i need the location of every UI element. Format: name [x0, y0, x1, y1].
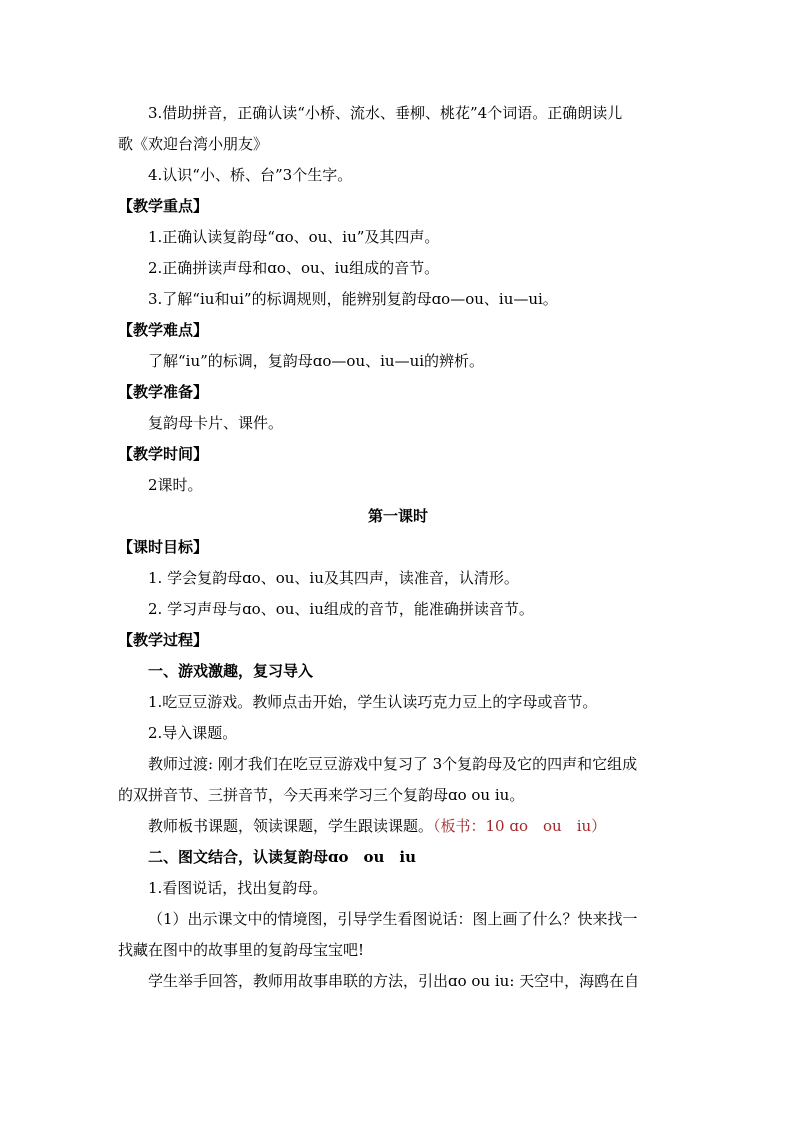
paragraph-line: 1. 学会复韵母ɑo、ou、iu及其四声，读准音，认清形。: [148, 569, 519, 587]
board-note: （板书：10 ɑo ou iu）: [433, 817, 607, 835]
subsection-heading: 二、图文结合，认读复韵母ɑo ou iu: [148, 848, 417, 866]
paragraph-line: 找藏在图中的故事里的复韵母宝宝吧!: [118, 941, 365, 959]
paragraph-line: 了解“iu”的标调，复韵母ɑo—ou、iu—ui的辨析。: [148, 352, 485, 370]
paragraph-line: 3.了解“iu和ui”的标调规则，能辨别复韵母ɑo—ou、iu—ui。: [148, 290, 558, 308]
paragraph-line: 1.吃豆豆游戏。教师点击开始，学生认读巧克力豆上的字母或音节。: [148, 693, 598, 711]
paragraph-line: 1.正确认读复韵母“ɑo、ou、iu”及其四声。: [148, 228, 440, 246]
subsection-heading: 一、游戏激趣，复习导入: [148, 662, 314, 680]
section-heading-preparation: 【教学准备】: [118, 383, 209, 401]
paragraph-line: （1）出示课文中的情境图，引导学生看图说话：图上画了什么？快来找一: [148, 910, 638, 928]
paragraph-line: 复韵母卡片、课件。: [148, 414, 284, 432]
paragraph-line: 2课时。: [148, 476, 203, 494]
paragraph-line: 教师过渡: 刚才我们在吃豆豆游戏中复习了 3个复韵母及它的四声和它组成: [148, 755, 638, 773]
paragraph-line: 1.看图说话，找出复韵母。: [148, 879, 328, 897]
document-body: [118, 98, 678, 997]
paragraph-line: 歌《欢迎台湾小朋友》: [118, 135, 269, 153]
paragraph-line: 2.正确拼读声母和ɑo、ou、iu组成的音节。: [148, 259, 440, 277]
lesson-title: 第一课时: [367, 507, 428, 525]
section-heading-difficulty: 【教学难点】: [118, 321, 209, 339]
paragraph-text: 教师板书课题，领读课题，学生跟读课题。: [148, 817, 434, 835]
section-heading-focus: 【教学重点】: [118, 197, 209, 215]
section-heading-process: 【教学过程】: [118, 631, 209, 649]
paragraph-line: 2.导入课题。: [148, 724, 238, 742]
paragraph-line: 2. 学习声母与ɑo、ou、iu组成的音节，能准确拼读音节。: [148, 600, 534, 618]
paragraph-line: 3.借助拼音，正确认读“小桥、流水、垂柳、桃花”4个词语。正确朗读儿: [148, 104, 623, 122]
section-heading-time: 【教学时间】: [118, 445, 209, 463]
section-heading-goal: 【课时目标】: [118, 538, 209, 556]
paragraph-line: 4.认识“小、桥、台”3个生字。: [148, 166, 353, 184]
paragraph-line: [118, 811, 678, 842]
paragraph-line: 的双拼音节、三拼音节，今天再来学习三个复韵母ɑo ou iu。: [118, 786, 525, 804]
paragraph-line: 学生举手回答，教师用故事串联的方法，引出ɑo ou iu: 天空中，海鸥在自: [148, 972, 640, 990]
